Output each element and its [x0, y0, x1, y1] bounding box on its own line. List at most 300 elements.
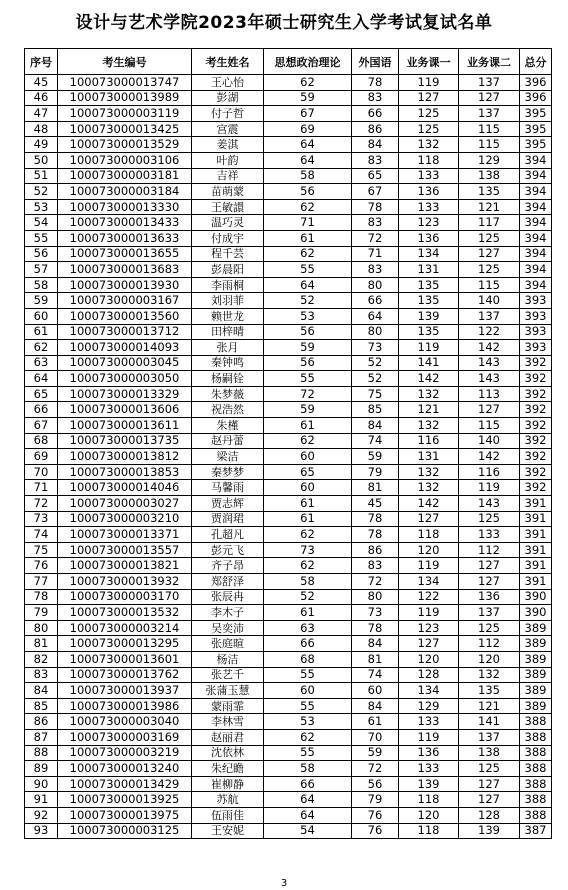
col-course-two-cell: 138	[459, 168, 520, 184]
table-row	[25, 90, 552, 106]
col-exam-id-cell: 100073000013853	[58, 464, 192, 480]
table-row	[25, 745, 552, 761]
col-course-one-cell: 131	[399, 262, 459, 278]
col-total-cell: 393	[520, 340, 552, 356]
col-course-one-cell: 125	[399, 106, 459, 122]
table-row	[25, 246, 552, 262]
col-name-cell: 张艺千	[192, 667, 264, 683]
table-row	[25, 807, 552, 823]
col-name-cell: 张蒲玉慧	[192, 683, 264, 699]
table-row	[25, 761, 552, 777]
col-course-one-cell: 133	[399, 199, 459, 215]
col-politics-cell: 56	[264, 324, 352, 340]
col-course-two-cell: 125	[459, 511, 520, 527]
col-seq-header: 序号	[25, 49, 58, 75]
col-foreign-language-cell: 78	[352, 511, 399, 527]
col-total-cell: 390	[520, 605, 552, 621]
col-name-cell: 李木子	[192, 605, 264, 621]
col-politics-cell: 71	[264, 215, 352, 231]
col-seq-cell: 77	[25, 574, 58, 590]
col-seq-cell: 69	[25, 449, 58, 465]
col-seq-cell: 68	[25, 433, 58, 449]
col-course-one-cell: 118	[399, 152, 459, 168]
col-exam-id-cell: 100073000013429	[58, 776, 192, 792]
page-title: 设计与艺术学院2023年硕士研究生入学考试复试名单	[75, 13, 493, 33]
col-seq-cell: 45	[25, 75, 58, 91]
table-row	[25, 433, 552, 449]
col-total-cell: 393	[520, 308, 552, 324]
col-total-cell: 391	[520, 558, 552, 574]
col-exam-id-cell: 100073000014093	[58, 340, 192, 356]
col-name-cell: 秦梦梦	[192, 464, 264, 480]
col-course-two-cell: 142	[459, 449, 520, 465]
col-total-cell: 392	[520, 449, 552, 465]
col-total-cell: 394	[520, 246, 552, 262]
col-foreign-language-cell: 72	[352, 574, 399, 590]
col-course-one-cell: 122	[399, 589, 459, 605]
col-foreign-language-cell: 84	[352, 698, 399, 714]
col-name-cell: 宫震	[192, 121, 264, 137]
col-course-one-cell: 136	[399, 184, 459, 200]
col-exam-id-cell: 100073000013747	[58, 75, 192, 91]
col-name-cell: 李林雪	[192, 714, 264, 730]
col-politics-cell: 62	[264, 558, 352, 574]
col-foreign-language-cell: 65	[352, 168, 399, 184]
col-name-cell: 朱梦薇	[192, 386, 264, 402]
col-exam-id-cell: 100073000013925	[58, 792, 192, 808]
col-seq-cell: 70	[25, 464, 58, 480]
col-exam-id-cell: 100073000003219	[58, 745, 192, 761]
col-course-two-cell: 116	[459, 464, 520, 480]
col-politics-cell: 52	[264, 589, 352, 605]
col-course-two-cell: 140	[459, 433, 520, 449]
col-name-cell: 秦钟鸣	[192, 355, 264, 371]
col-politics-cell: 55	[264, 371, 352, 387]
col-exam-id-cell: 100073000013529	[58, 137, 192, 153]
table-row	[25, 714, 552, 730]
col-total-cell: 389	[520, 683, 552, 699]
col-seq-cell: 54	[25, 215, 58, 231]
col-seq-cell: 75	[25, 542, 58, 558]
col-course-two-cell: 136	[459, 589, 520, 605]
col-course-two-cell: 137	[459, 729, 520, 745]
col-total-cell: 392	[520, 433, 552, 449]
col-name-cell: 付成宇	[192, 230, 264, 246]
col-course-one-cell: 121	[399, 402, 459, 418]
col-exam-id-cell: 100073000003184	[58, 184, 192, 200]
col-total-cell: 395	[520, 106, 552, 122]
col-course-one-cell: 128	[399, 667, 459, 683]
col-foreign-language-cell: 74	[352, 667, 399, 683]
col-name-cell: 张月	[192, 340, 264, 356]
col-foreign-language-cell: 78	[352, 75, 399, 91]
col-seq-cell: 56	[25, 246, 58, 262]
col-total-cell: 392	[520, 355, 552, 371]
col-course-two-header: 业务课二	[459, 49, 520, 75]
col-politics-cell: 60	[264, 449, 352, 465]
table-row	[25, 823, 552, 839]
col-seq-cell: 71	[25, 480, 58, 496]
col-course-one-cell: 135	[399, 277, 459, 293]
col-name-cell: 程千芸	[192, 246, 264, 262]
col-total-cell: 392	[520, 418, 552, 434]
col-seq-cell: 49	[25, 137, 58, 153]
col-exam-id-cell: 100073000003214	[58, 620, 192, 636]
col-foreign-language-cell: 84	[352, 418, 399, 434]
col-course-one-cell: 136	[399, 230, 459, 246]
col-foreign-language-cell: 74	[352, 433, 399, 449]
col-politics-cell: 62	[264, 75, 352, 91]
col-total-cell: 394	[520, 262, 552, 278]
col-course-one-cell: 116	[399, 433, 459, 449]
col-course-one-cell: 119	[399, 340, 459, 356]
col-course-two-cell: 143	[459, 371, 520, 387]
col-course-one-cell: 119	[399, 558, 459, 574]
col-course-two-cell: 120	[459, 651, 520, 667]
table-row	[25, 527, 552, 543]
col-seq-cell: 88	[25, 745, 58, 761]
col-course-two-cell: 117	[459, 215, 520, 231]
col-foreign-language-cell: 86	[352, 121, 399, 137]
col-total-cell: 391	[520, 511, 552, 527]
col-course-one-cell: 129	[399, 698, 459, 714]
header-row	[25, 49, 552, 75]
col-course-one-cell: 139	[399, 308, 459, 324]
col-foreign-language-cell: 60	[352, 683, 399, 699]
col-politics-cell: 58	[264, 168, 352, 184]
col-course-two-cell: 121	[459, 698, 520, 714]
col-total-cell: 394	[520, 230, 552, 246]
table-row	[25, 355, 552, 371]
col-politics-cell: 62	[264, 199, 352, 215]
table-row	[25, 698, 552, 714]
col-course-two-cell: 132	[459, 667, 520, 683]
table-row	[25, 636, 552, 652]
col-exam-id-cell: 100073000013762	[58, 667, 192, 683]
col-course-one-cell: 123	[399, 215, 459, 231]
col-foreign-language-cell: 83	[352, 152, 399, 168]
col-course-two-cell: 112	[459, 636, 520, 652]
col-total-cell: 388	[520, 729, 552, 745]
col-total-cell: 396	[520, 75, 552, 91]
col-course-two-cell: 127	[459, 246, 520, 262]
col-exam-id-cell: 100073000013611	[58, 418, 192, 434]
table-row	[25, 215, 552, 231]
col-exam-id-cell: 100073000013433	[58, 215, 192, 231]
col-politics-cell: 61	[264, 605, 352, 621]
col-course-two-cell: 127	[459, 574, 520, 590]
col-exam-id-cell: 100073000013601	[58, 651, 192, 667]
col-total-cell: 388	[520, 761, 552, 777]
table-row	[25, 418, 552, 434]
col-total-cell: 391	[520, 527, 552, 543]
col-exam-id-cell: 100073000013560	[58, 308, 192, 324]
col-course-one-cell: 132	[399, 386, 459, 402]
col-course-one-cell: 127	[399, 511, 459, 527]
table-row	[25, 776, 552, 792]
col-politics-cell: 62	[264, 729, 352, 745]
col-exam-id-cell: 100073000003170	[58, 589, 192, 605]
col-foreign-language-cell: 84	[352, 636, 399, 652]
col-name-cell: 刘羽菲	[192, 293, 264, 309]
col-name-cell: 杨洁	[192, 651, 264, 667]
col-course-two-cell: 129	[459, 152, 520, 168]
col-politics-cell: 58	[264, 761, 352, 777]
table-row	[25, 605, 552, 621]
col-course-two-cell: 133	[459, 527, 520, 543]
col-total-cell: 392	[520, 386, 552, 402]
col-name-cell: 赖世龙	[192, 308, 264, 324]
col-exam-id-cell: 100073000003040	[58, 714, 192, 730]
col-course-one-cell: 139	[399, 776, 459, 792]
col-course-two-cell: 125	[459, 262, 520, 278]
col-foreign-language-cell: 80	[352, 324, 399, 340]
col-name-cell: 伍雨佳	[192, 807, 264, 823]
col-course-one-cell: 120	[399, 807, 459, 823]
col-total-cell: 392	[520, 464, 552, 480]
col-course-one-cell: 134	[399, 246, 459, 262]
table-row	[25, 168, 552, 184]
table-row	[25, 121, 552, 137]
col-seq-cell: 64	[25, 371, 58, 387]
col-course-two-cell: 137	[459, 605, 520, 621]
col-exam-id-cell: 100073000013812	[58, 449, 192, 465]
col-course-two-cell: 143	[459, 355, 520, 371]
col-exam-id-cell: 100073000013683	[58, 262, 192, 278]
col-exam-id-cell: 100073000003125	[58, 823, 192, 839]
col-course-two-cell: 142	[459, 340, 520, 356]
table-row	[25, 511, 552, 527]
col-name-cell: 张庭暄	[192, 636, 264, 652]
col-politics-cell: 64	[264, 807, 352, 823]
col-name-cell: 孔超凡	[192, 527, 264, 543]
col-total-cell: 396	[520, 90, 552, 106]
col-politics-cell: 52	[264, 293, 352, 309]
col-seq-cell: 46	[25, 90, 58, 106]
col-politics-cell: 61	[264, 418, 352, 434]
col-exam-id-cell: 100073000003106	[58, 152, 192, 168]
col-seq-cell: 73	[25, 511, 58, 527]
table-row	[25, 230, 552, 246]
col-course-one-cell: 118	[399, 823, 459, 839]
table-row	[25, 792, 552, 808]
col-foreign-language-cell: 84	[352, 137, 399, 153]
col-foreign-language-cell: 64	[352, 308, 399, 324]
col-course-one-cell: 132	[399, 480, 459, 496]
col-course-two-cell: 139	[459, 823, 520, 839]
col-politics-cell: 64	[264, 152, 352, 168]
col-name-cell: 朱纪瞻	[192, 761, 264, 777]
col-name-cell: 王安妮	[192, 823, 264, 839]
col-course-two-cell: 135	[459, 184, 520, 200]
col-exam-id-cell: 100073000003119	[58, 106, 192, 122]
table-row	[25, 277, 552, 293]
table-row	[25, 262, 552, 278]
col-total-cell: 393	[520, 324, 552, 340]
col-course-one-cell: 142	[399, 371, 459, 387]
col-politics-cell: 59	[264, 402, 352, 418]
col-course-one-cell: 123	[399, 620, 459, 636]
col-foreign-language-cell: 80	[352, 589, 399, 605]
table-row	[25, 152, 552, 168]
table-row	[25, 75, 552, 91]
col-politics-cell: 63	[264, 620, 352, 636]
col-name-cell: 杨嗣铨	[192, 371, 264, 387]
col-seq-cell: 90	[25, 776, 58, 792]
col-politics-cell: 55	[264, 698, 352, 714]
col-course-two-cell: 125	[459, 230, 520, 246]
col-name-cell: 苏航	[192, 792, 264, 808]
col-seq-cell: 89	[25, 761, 58, 777]
table-row	[25, 184, 552, 200]
col-name-cell: 温巧灵	[192, 215, 264, 231]
col-foreign-language-cell: 78	[352, 199, 399, 215]
table-row	[25, 324, 552, 340]
col-course-one-cell: 118	[399, 527, 459, 543]
col-name-cell: 彭元飞	[192, 542, 264, 558]
col-politics-cell: 58	[264, 574, 352, 590]
col-exam-id-cell: 100073000013989	[58, 90, 192, 106]
col-course-one-cell: 131	[399, 449, 459, 465]
col-course-one-cell: 135	[399, 324, 459, 340]
col-name-cell: 赵丹蕾	[192, 433, 264, 449]
col-foreign-language-cell: 79	[352, 792, 399, 808]
col-course-one-cell: 132	[399, 418, 459, 434]
col-exam-id-cell: 100073000013330	[58, 199, 192, 215]
col-course-two-cell: 128	[459, 807, 520, 823]
col-name-cell: 蒙雨霏	[192, 698, 264, 714]
col-exam-id-cell: 100073000013371	[58, 527, 192, 543]
col-course-one-cell: 119	[399, 605, 459, 621]
col-foreign-language-cell: 83	[352, 215, 399, 231]
col-exam-id-cell: 100073000013930	[58, 277, 192, 293]
col-politics-cell: 56	[264, 184, 352, 200]
col-total-cell: 393	[520, 293, 552, 309]
col-course-two-cell: 115	[459, 121, 520, 137]
col-exam-id-cell: 100073000013329	[58, 386, 192, 402]
col-seq-cell: 50	[25, 152, 58, 168]
col-name-cell: 张辰冉	[192, 589, 264, 605]
col-foreign-language-cell: 59	[352, 449, 399, 465]
table-row	[25, 293, 552, 309]
col-total-cell: 389	[520, 651, 552, 667]
col-course-one-cell: 118	[399, 792, 459, 808]
col-total-cell: 392	[520, 402, 552, 418]
col-name-cell: 贾润珺	[192, 511, 264, 527]
col-course-one-cell: 119	[399, 75, 459, 91]
col-foreign-language-cell: 86	[352, 542, 399, 558]
col-course-one-cell: 134	[399, 574, 459, 590]
col-seq-cell: 57	[25, 262, 58, 278]
col-course-two-cell: 125	[459, 620, 520, 636]
col-name-cell: 苗萌蒙	[192, 184, 264, 200]
col-politics-cell: 73	[264, 542, 352, 558]
col-course-one-cell: 141	[399, 355, 459, 371]
col-politics-cell: 62	[264, 433, 352, 449]
col-name-cell: 齐子昂	[192, 558, 264, 574]
col-name-header: 考生姓名	[192, 49, 264, 75]
table-body	[25, 75, 552, 839]
col-course-one-cell: 127	[399, 90, 459, 106]
col-course-one-cell: 133	[399, 714, 459, 730]
col-politics-cell: 66	[264, 776, 352, 792]
col-course-two-cell: 113	[459, 386, 520, 402]
col-foreign-language-cell: 75	[352, 386, 399, 402]
col-foreign-language-header: 外国语	[352, 49, 399, 75]
col-seq-cell: 85	[25, 698, 58, 714]
col-name-cell: 姜淇	[192, 137, 264, 153]
table-row	[25, 449, 552, 465]
col-exam-id-cell: 100073000014046	[58, 480, 192, 496]
col-course-two-cell: 119	[459, 480, 520, 496]
col-course-two-cell: 112	[459, 542, 520, 558]
col-name-cell: 朱槿	[192, 418, 264, 434]
col-politics-cell: 64	[264, 137, 352, 153]
col-total-cell: 392	[520, 480, 552, 496]
col-name-cell: 贾志辉	[192, 496, 264, 512]
col-exam-id-cell: 100073000013240	[58, 761, 192, 777]
col-course-one-cell: 120	[399, 542, 459, 558]
col-seq-cell: 79	[25, 605, 58, 621]
col-exam-id-cell: 100073000013425	[58, 121, 192, 137]
col-seq-cell: 84	[25, 683, 58, 699]
col-politics-cell: 62	[264, 246, 352, 262]
col-foreign-language-cell: 70	[352, 729, 399, 745]
table-row	[25, 308, 552, 324]
col-course-one-cell: 132	[399, 137, 459, 153]
page-number: 3	[280, 878, 288, 889]
table-row	[25, 667, 552, 683]
col-politics-cell: 55	[264, 262, 352, 278]
col-politics-cell: 59	[264, 90, 352, 106]
col-seq-cell: 63	[25, 355, 58, 371]
col-foreign-language-cell: 83	[352, 262, 399, 278]
col-exam-id-header: 考生编号	[58, 49, 192, 75]
col-foreign-language-cell: 81	[352, 651, 399, 667]
col-name-cell: 田梓晴	[192, 324, 264, 340]
col-name-cell: 叶韵	[192, 152, 264, 168]
col-seq-cell: 81	[25, 636, 58, 652]
col-foreign-language-cell: 61	[352, 714, 399, 730]
col-name-cell: 王心怡	[192, 75, 264, 91]
table-row	[25, 589, 552, 605]
col-seq-cell: 47	[25, 106, 58, 122]
col-name-cell: 郑舒泽	[192, 574, 264, 590]
table-row	[25, 340, 552, 356]
col-course-one-cell: 135	[399, 293, 459, 309]
col-foreign-language-cell: 52	[352, 371, 399, 387]
col-course-two-cell: 127	[459, 558, 520, 574]
col-total-cell: 389	[520, 620, 552, 636]
table-row	[25, 137, 552, 153]
col-total-header: 总分	[520, 49, 552, 75]
col-politics-cell: 68	[264, 651, 352, 667]
col-name-cell: 彭湖	[192, 90, 264, 106]
col-politics-cell: 61	[264, 511, 352, 527]
col-politics-cell: 62	[264, 527, 352, 543]
col-seq-cell: 82	[25, 651, 58, 667]
col-total-cell: 395	[520, 137, 552, 153]
col-seq-cell: 62	[25, 340, 58, 356]
table-row	[25, 620, 552, 636]
col-exam-id-cell: 100073000003210	[58, 511, 192, 527]
col-course-two-cell: 115	[459, 137, 520, 153]
col-name-cell: 梁洁	[192, 449, 264, 465]
col-course-two-cell: 137	[459, 75, 520, 91]
col-foreign-language-cell: 78	[352, 620, 399, 636]
col-course-two-cell: 137	[459, 106, 520, 122]
col-course-one-cell: 142	[399, 496, 459, 512]
